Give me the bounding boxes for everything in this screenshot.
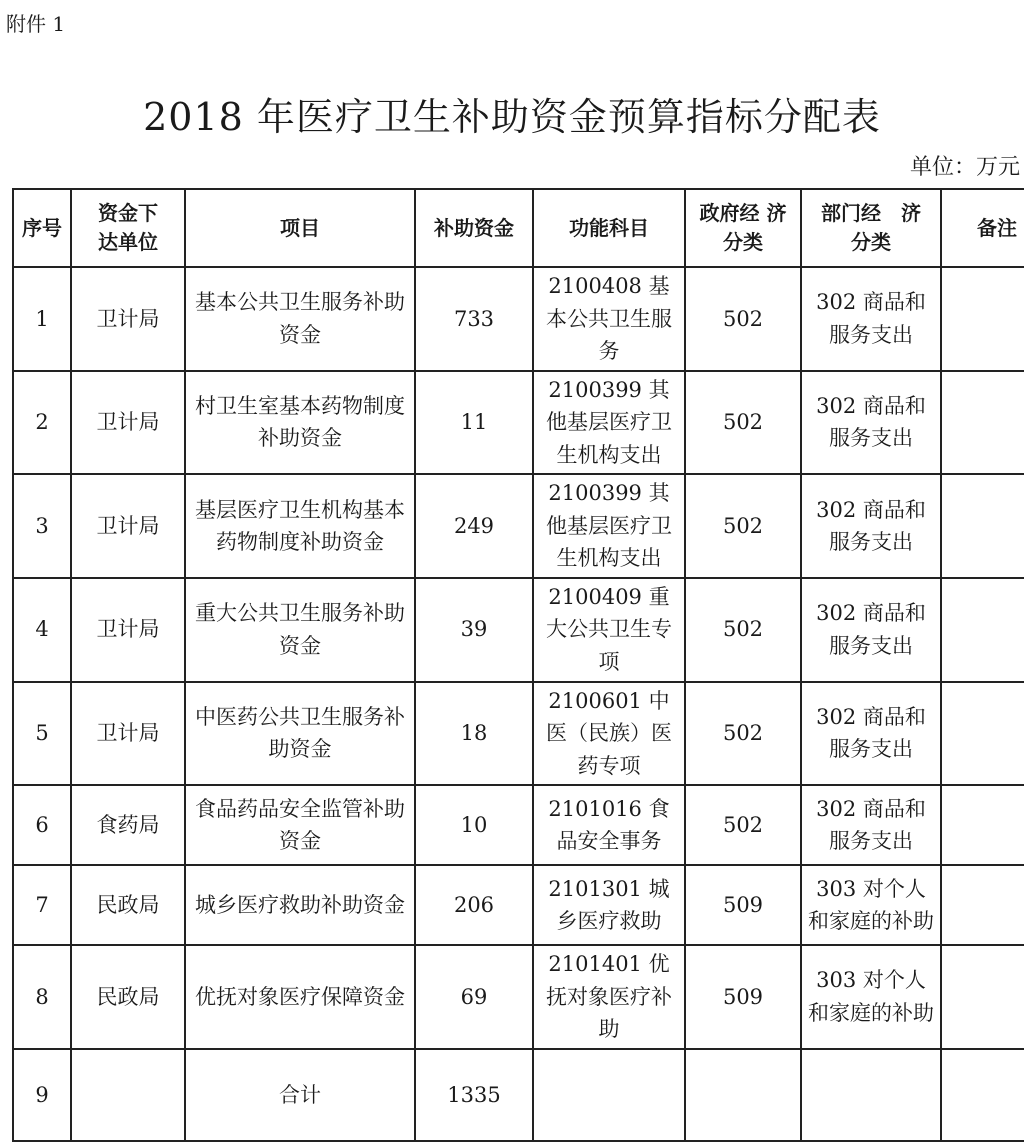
attachment-label: 附件 1: [6, 12, 66, 36]
cell-gov-econ: 502: [685, 785, 801, 865]
cell-gov-econ: 502: [685, 267, 801, 371]
cell-unit: 卫计局: [71, 267, 185, 371]
cell-function: 2100601 中医（民族）医药专项: [533, 682, 685, 786]
cell-project: 村卫生室基本药物制度补助资金: [185, 371, 415, 475]
cell-dept-econ: 303 对个人和家庭的补助: [801, 945, 941, 1049]
table-row: [13, 785, 1024, 865]
cell-gov-econ: 502: [685, 682, 801, 786]
cell-function: 2100409 重大公共卫生专项: [533, 578, 685, 682]
cell-remarks: [941, 945, 1024, 1049]
cell-dept-econ: 303 对个人和家庭的补助: [801, 865, 941, 945]
cell-seq: 2: [13, 371, 71, 475]
header-remarks: 备注: [941, 189, 1024, 267]
cell-function: 2100399 其他基层医疗卫生机构支出: [533, 371, 685, 475]
cell-amount: 249: [415, 474, 533, 578]
header-dept-econ-line1: 部门经 济: [821, 201, 921, 225]
cell-project: 基层医疗卫生机构基本药物制度补助资金: [185, 474, 415, 578]
table-header-row: [13, 189, 1024, 267]
cell-project: 基本公共卫生服务补助资金: [185, 267, 415, 371]
table-row: [13, 865, 1024, 945]
cell-unit: 卫计局: [71, 682, 185, 786]
cell-unit: 民政局: [71, 945, 185, 1049]
table-row: [13, 267, 1024, 371]
total-label: 合计: [185, 1049, 415, 1141]
total-unit: [71, 1049, 185, 1141]
cell-amount: 733: [415, 267, 533, 371]
cell-unit: 卫计局: [71, 474, 185, 578]
cell-unit: 卫计局: [71, 371, 185, 475]
cell-function: 2100399 其他基层医疗卫生机构支出: [533, 474, 685, 578]
cell-project: 重大公共卫生服务补助资金: [185, 578, 415, 682]
cell-dept-econ: 302 商品和服务支出: [801, 578, 941, 682]
cell-gov-econ: 502: [685, 578, 801, 682]
header-amount: 补助资金: [415, 189, 533, 267]
cell-remarks: [941, 474, 1024, 578]
unit-label: 单位：万元: [910, 155, 1021, 180]
cell-amount: 18: [415, 682, 533, 786]
cell-gov-econ: 502: [685, 474, 801, 578]
cell-seq: 3: [13, 474, 71, 578]
cell-function: 2101301 城乡医疗救助: [533, 865, 685, 945]
cell-unit: 食药局: [71, 785, 185, 865]
cell-unit: 卫计局: [71, 578, 185, 682]
table-row: [13, 474, 1024, 578]
cell-seq: 6: [13, 785, 71, 865]
cell-unit: 民政局: [71, 865, 185, 945]
cell-remarks: [941, 785, 1024, 865]
header-function: 功能科目: [533, 189, 685, 267]
page-title: 2018 年医疗卫生补助资金预算指标分配表: [143, 95, 881, 139]
table-row: [13, 371, 1024, 475]
cell-project: 城乡医疗救助补助资金: [185, 865, 415, 945]
cell-project: 优抚对象医疗保障资金: [185, 945, 415, 1049]
cell-dept-econ: 302 商品和服务支出: [801, 785, 941, 865]
total-dept-econ: [801, 1049, 941, 1141]
cell-gov-econ: 509: [685, 865, 801, 945]
header-unit-line1: 资金下: [98, 201, 158, 225]
cell-amount: 69: [415, 945, 533, 1049]
total-row: [13, 1049, 1024, 1141]
cell-seq: 7: [13, 865, 71, 945]
header-gov-econ-line2: 分类: [723, 230, 763, 254]
cell-amount: 206: [415, 865, 533, 945]
total-gov-econ: [685, 1049, 801, 1141]
cell-remarks: [941, 682, 1024, 786]
cell-function: 2100408 基本公共卫生服务: [533, 267, 685, 371]
total-remarks: [941, 1049, 1024, 1141]
cell-seq: 1: [13, 267, 71, 371]
header-gov-econ-line1: 政府经 济: [699, 201, 787, 225]
cell-dept-econ: 302 商品和服务支出: [801, 682, 941, 786]
cell-seq: 4: [13, 578, 71, 682]
cell-dept-econ: 302 商品和服务支出: [801, 267, 941, 371]
header-project: 项目: [185, 189, 415, 267]
header-dept-econ-line2: 分类: [851, 230, 891, 254]
total-seq: 9: [13, 1049, 71, 1141]
total-amount: 1335: [415, 1049, 533, 1141]
table-row: [13, 578, 1024, 682]
cell-function: 2101401 优抚对象医疗补助: [533, 945, 685, 1049]
header-seq: 序号: [13, 189, 71, 267]
cell-seq: 5: [13, 682, 71, 786]
cell-seq: 8: [13, 945, 71, 1049]
cell-dept-econ: 302 商品和服务支出: [801, 371, 941, 475]
cell-amount: 39: [415, 578, 533, 682]
cell-project: 食品药品安全监管补助资金: [185, 785, 415, 865]
cell-remarks: [941, 578, 1024, 682]
table-row: [13, 682, 1024, 786]
header-dept-econ: [801, 189, 941, 267]
header-gov-econ: [685, 189, 801, 267]
cell-remarks: [941, 371, 1024, 475]
table-row: [13, 945, 1024, 1049]
header-unit-line2: 达单位: [98, 230, 158, 254]
cell-project: 中医药公共卫生服务补助资金: [185, 682, 415, 786]
cell-gov-econ: 502: [685, 371, 801, 475]
budget-table: [12, 188, 1024, 1142]
cell-gov-econ: 509: [685, 945, 801, 1049]
header-unit: [71, 189, 185, 267]
cell-remarks: [941, 267, 1024, 371]
total-function: [533, 1049, 685, 1141]
cell-amount: 11: [415, 371, 533, 475]
cell-dept-econ: 302 商品和服务支出: [801, 474, 941, 578]
cell-function: 2101016 食品安全事务: [533, 785, 685, 865]
cell-amount: 10: [415, 785, 533, 865]
cell-remarks: [941, 865, 1024, 945]
